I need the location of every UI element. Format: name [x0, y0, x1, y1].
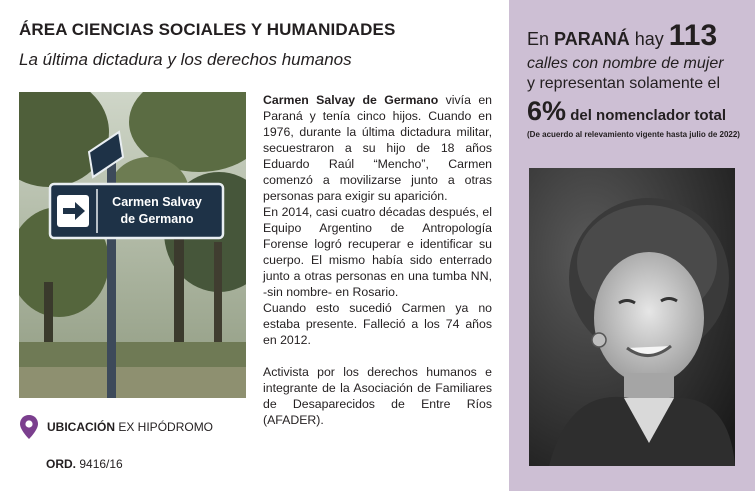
street-sign-photo: [19, 92, 246, 398]
location-row: [19, 414, 213, 440]
bio-paragraph-3: Cuando esto sucedió Carmen ya no estaba presente. Falleció a los 74 años en 2012.: [263, 301, 492, 347]
bio-paragraph-1-text: vivía en Paraná y tenía cinco hijos. Cuando en 1976, durante la última dictadura militar, secuestraron a su hijo de 18 años Eduardo Raúl “Mencho”, Carmen comenzó a movilizarse junto a otras personas para exigir su aparición.: [263, 93, 492, 203]
section-area-title: ÁREA CIENCIAS SOCIALES Y HUMANIDADES: [19, 20, 396, 39]
stat-percent: 6%: [527, 96, 567, 126]
sign-line-1: Carmen Salvay: [112, 195, 202, 209]
location-label: UBICACIÓN: [47, 420, 115, 434]
stat-line-3: y representan solamente el: [527, 75, 720, 92]
stat-percent-row: [527, 96, 726, 127]
bio-paragraph-2: En 2014, casi cuatro décadas después, el Equipo Argentino de Antropología Forense logró recuperar e identificar su cuerpo. El mismo había sido enterrado junto a otras personas en una tumba NN, -sin nombre- en Rosario.: [263, 205, 492, 299]
stats-sidebar: [509, 0, 755, 491]
stat-city: PARANÁ: [554, 29, 630, 49]
location-value: EX HIPÓDROMO: [118, 420, 214, 434]
stat-hay: hay: [629, 29, 669, 49]
stat-note: (De acuerdo al relevamiento vigente hasta julio de 2022): [527, 130, 740, 139]
bio-paragraph-4: Activista por los derechos humanos e integrante de la Asociación de Familiares de Desaparecidos de Entre Ríos (AFADER).: [263, 365, 492, 427]
section-subtitle: La última dictadura y los derechos humanos: [19, 50, 352, 69]
bio-name: Carmen Salvay de Germano: [263, 93, 439, 107]
ordinance-value: 9416/16: [79, 457, 123, 471]
ordinance-row: [46, 457, 123, 471]
stat-prefix: En: [527, 29, 555, 49]
ordinance-label: ORD.: [46, 457, 76, 471]
portrait-photo: [529, 168, 735, 466]
stat-percent-label: del nomenclador total: [566, 107, 727, 124]
sign-line-2: de Germano: [120, 212, 194, 226]
stat-line-2: calles con nombre de mujer: [527, 55, 724, 72]
stat-count: 113: [668, 19, 718, 52]
bio-paragraph-1: [263, 92, 492, 204]
stat-headline: [527, 19, 717, 53]
biography-text: [263, 92, 492, 428]
map-pin-icon: [19, 414, 39, 440]
